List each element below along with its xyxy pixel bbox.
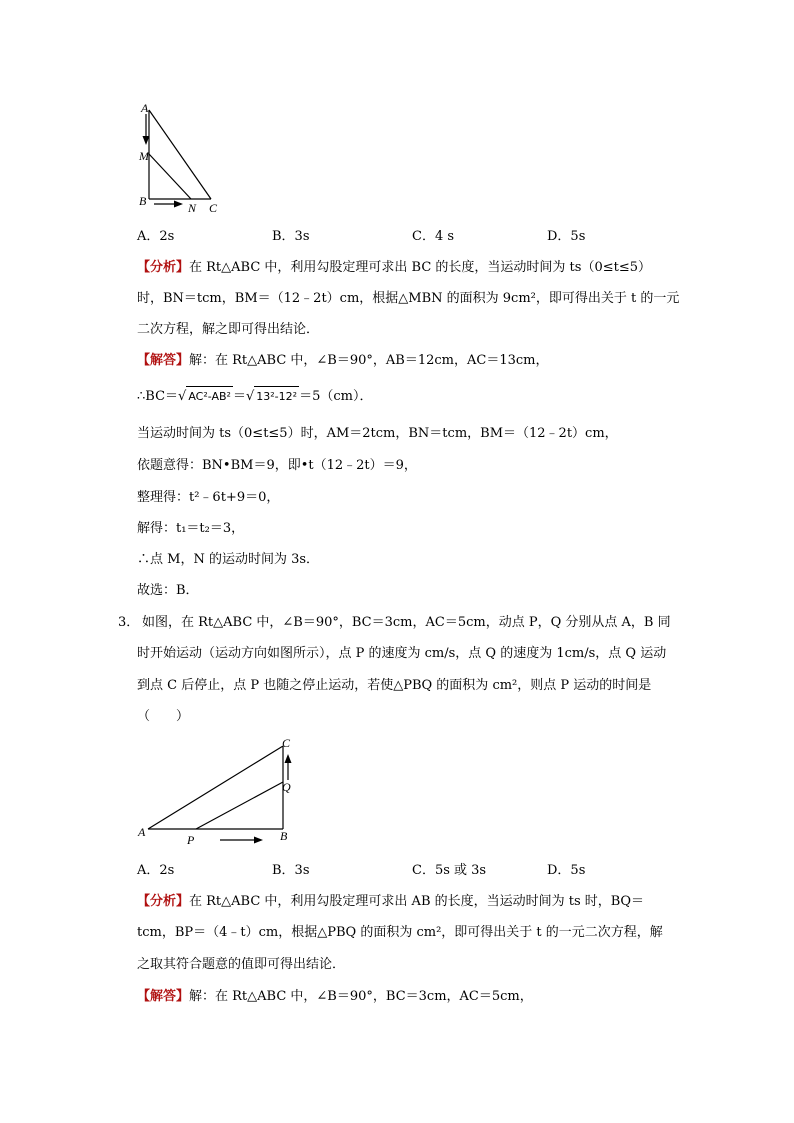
label-a: A <box>141 101 149 115</box>
sqrt-2: √ 13²-12² <box>246 386 299 407</box>
question-number: 3． <box>118 615 140 630</box>
answer-line-4: 依题意得：BN•BM＝9，即•t（12﹣2t）＝9， <box>137 458 417 473</box>
answer-line-7: ∴点 M，N 的运动时间为 3s． <box>137 552 320 567</box>
analysis-tag: 【分析】 <box>137 894 190 909</box>
option-a: A．2s <box>137 229 175 244</box>
answer-line-5: 整理得：t²﹣6t+9＝0， <box>137 490 280 505</box>
q3-stem-line-1: 如图，在 Rt△ABC 中，∠B＝90°，BC＝3cm，AC＝5cm，动点 P，Q 分别从点 A，B 同 <box>142 615 671 630</box>
q3-analysis-line-3: 之取其符合题意的值即可得出结论． <box>137 957 346 972</box>
label-a: A <box>138 825 146 839</box>
answer-line-1: 【解答】解：在 Rt△ABC 中，∠B＝90°，AB＝12cm，AC＝13cm， <box>137 353 549 368</box>
answer-line-8: 故选：B． <box>137 583 199 598</box>
q3-answer-line-1: 【解答】解：在 Rt△ABC 中，∠B＝90°，BC＝3cm，AC＝5cm， <box>137 989 533 1004</box>
analysis-line-1: 【分析】在 Rt△ABC 中，利用勾股定理可求出 BC 的长度，当运动时间为 ts（0≤t≤5） <box>137 260 652 275</box>
analysis-line-3: 二次方程，解之即可得出结论． <box>137 322 320 337</box>
option-d: D．5s <box>547 229 586 244</box>
answer-line-bc: ∴BC＝√ AC²-AB² ＝√ 13²-12² ＝5（cm）． <box>137 386 372 407</box>
option-b: B．3s <box>272 229 310 244</box>
label-c: C <box>282 736 291 750</box>
q3-analysis-line-1: 【分析】在 Rt△ABC 中，利用勾股定理可求出 AB 的长度，当运动时间为 ts 时，BQ＝ <box>137 894 644 909</box>
q3-option-c: C．5s 或 3s <box>412 863 487 878</box>
answer-line-6: 解得：t₁＝t₂＝3， <box>137 521 245 536</box>
option-c: C．4 s <box>412 229 455 244</box>
analysis-line-2: 时，BN＝tcm，BM＝（12﹣2t）cm，根据△MBN 的面积为 9cm²，即可得出关于 t 的一元 <box>137 291 680 306</box>
analysis-tag: 【分析】 <box>137 260 190 275</box>
q3-option-a: A．2s <box>137 863 175 878</box>
label-q: Q <box>282 780 291 794</box>
q3-stem-line-2: 时开始运动（运动方向如图所示），点 P 的速度为 cm/s，点 Q 的速度为 1cm/s，点 Q 运动 <box>137 646 667 661</box>
label-c: C <box>209 201 218 215</box>
label-b: B <box>139 194 147 208</box>
answer-line-3: 当运动时间为 ts（0≤t≤5）时，AM＝2tcm，BN＝tcm，BM＝（12﹣2t）cm， <box>137 426 618 441</box>
q3-option-b: B．3s <box>272 863 310 878</box>
sqrt-1: √ AC²-AB² <box>178 386 233 407</box>
label-n: N <box>188 201 197 215</box>
figure-triangle-abc-2 <box>132 732 302 852</box>
q3-stem-line-4: （ ） <box>137 709 190 724</box>
q3-stem-line-3: 到点 C 后停止，点 P 也随之停止运动，若使△PBQ 的面积为 cm²，则点 P 运动的时间是 <box>137 678 652 693</box>
label-p: P <box>187 833 195 847</box>
figure-triangle-abc-1 <box>130 96 230 221</box>
q3-option-d: D．5s <box>547 863 586 878</box>
answer-tag: 【解答】 <box>137 989 190 1004</box>
q3-analysis-line-2: tcm，BP＝（4﹣t）cm，根据△PBQ 的面积为 cm²，即可得出关于 t 的一元二次方程，解 <box>137 925 663 940</box>
label-m: M <box>139 149 149 163</box>
answer-tag: 【解答】 <box>137 353 190 368</box>
label-b: B <box>280 829 288 843</box>
